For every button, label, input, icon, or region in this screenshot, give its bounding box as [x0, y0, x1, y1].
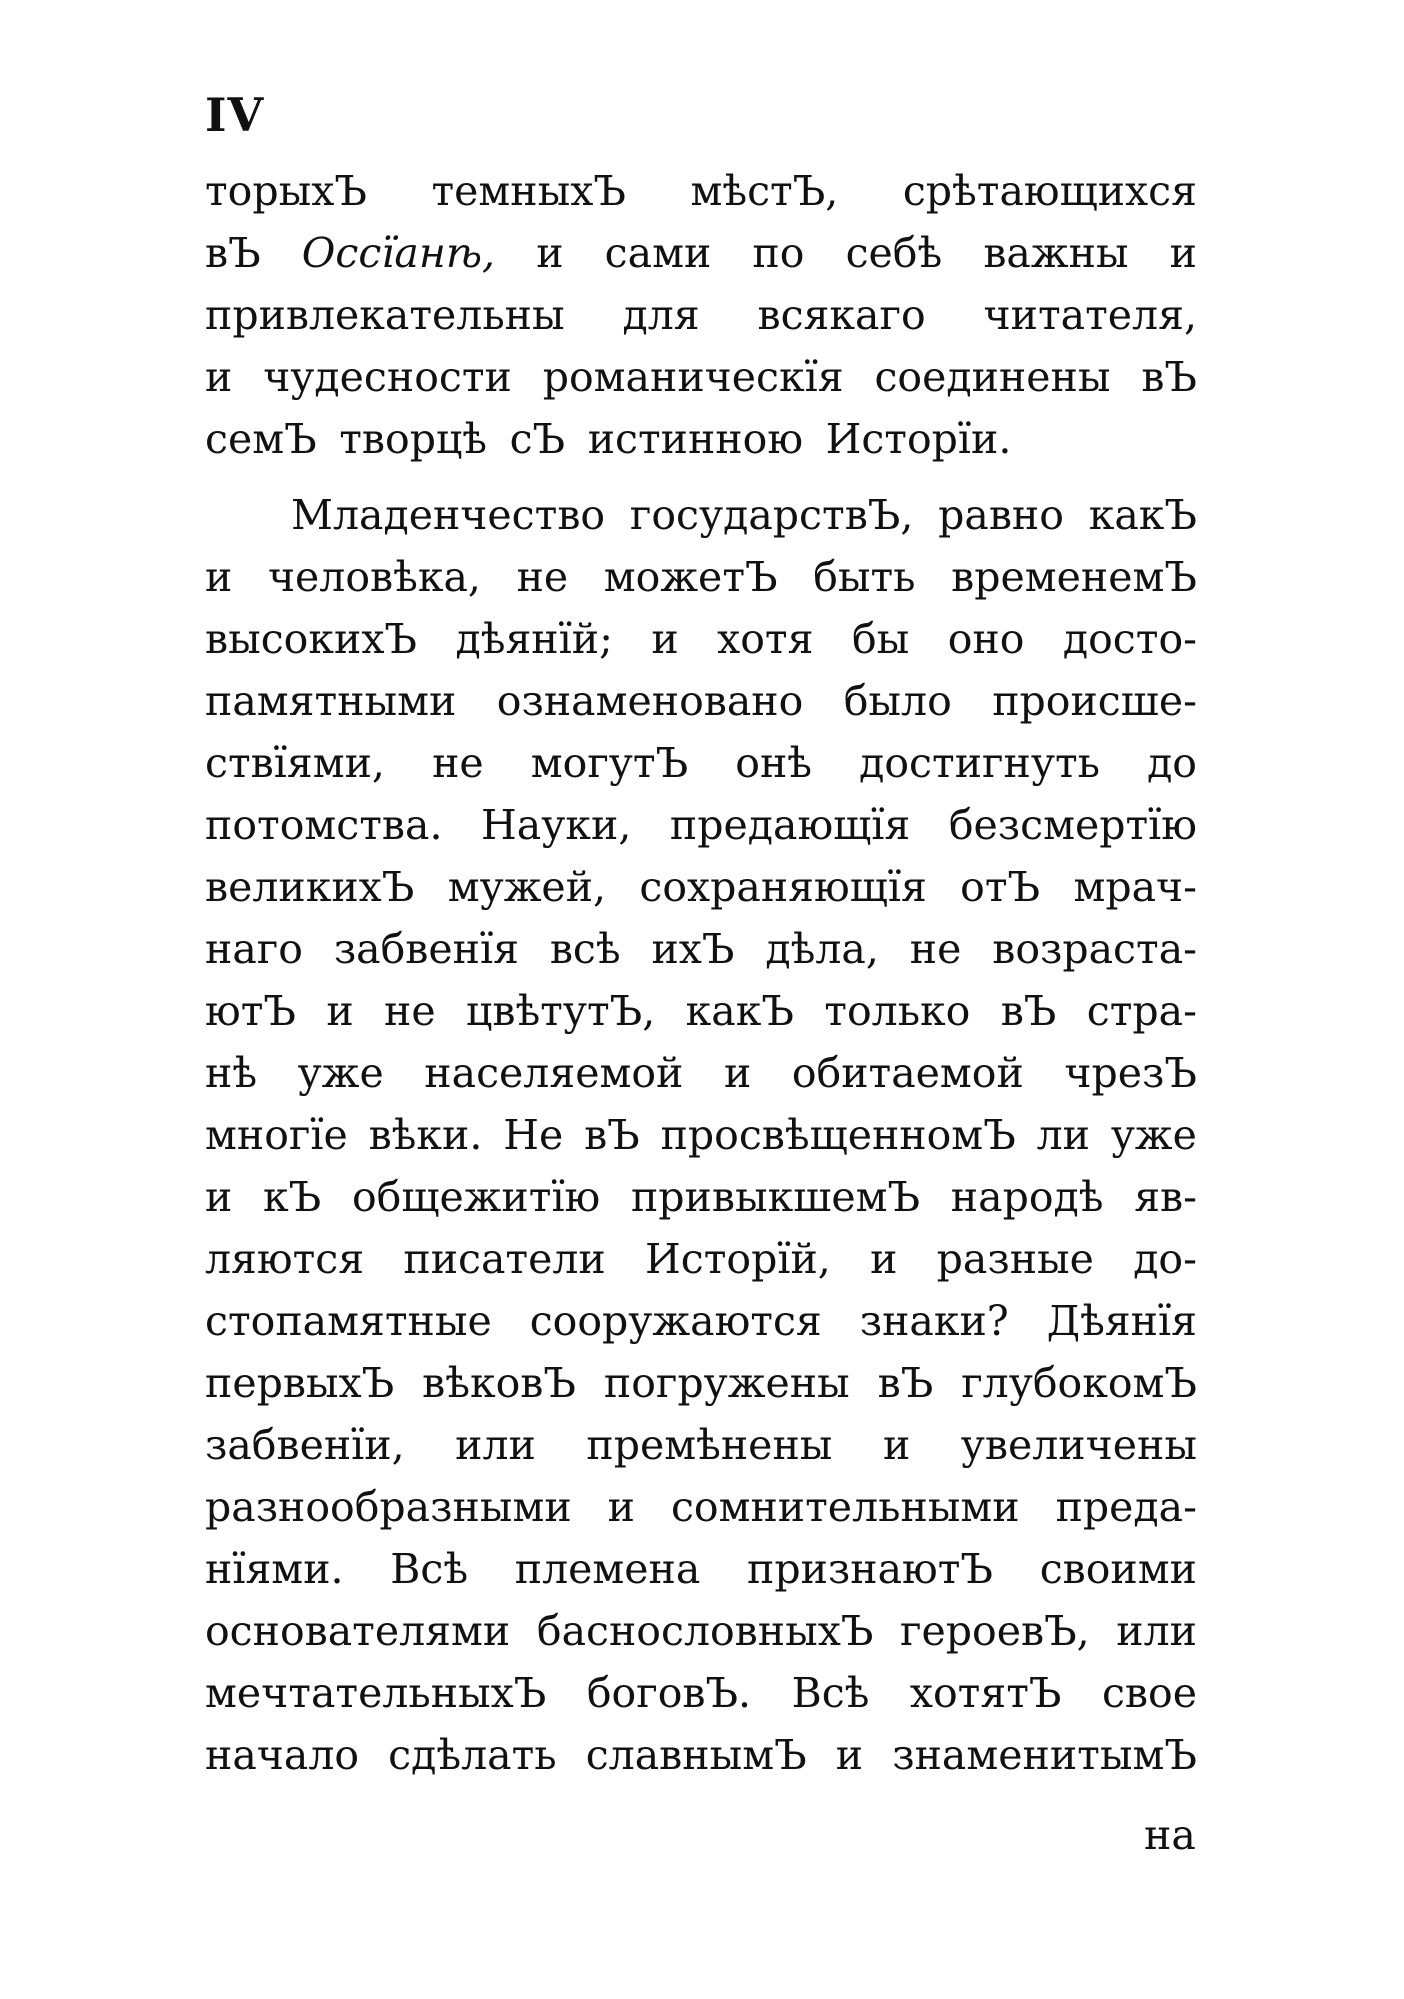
word: своими [1039, 1545, 1197, 1593]
word: всякаго [757, 291, 926, 339]
text-line [205, 484, 1197, 546]
word: населяемой [424, 1049, 684, 1097]
text-line [205, 918, 1197, 980]
word: просвѣщенномЪ [660, 1111, 1016, 1159]
word: и [1169, 229, 1197, 277]
word: по [752, 229, 805, 277]
word: могутЪ [530, 739, 689, 787]
word: романическїя [542, 353, 844, 401]
word: досто- [1062, 615, 1197, 663]
text-line [205, 408, 1197, 470]
text-line [205, 1042, 1197, 1104]
word: торыхЪ [205, 167, 367, 215]
word: и [723, 1049, 752, 1097]
word: Младенчество [291, 491, 606, 539]
word: нѣ [205, 1049, 258, 1097]
word: героевЪ, [900, 1607, 1090, 1655]
word: равно [938, 491, 1064, 539]
word: и [536, 229, 564, 277]
word: основателями [205, 1607, 511, 1655]
word: темныхЪ [431, 167, 626, 215]
word: ютЪ [205, 987, 296, 1035]
word: ихЪ [651, 925, 735, 973]
text-line [205, 732, 1197, 794]
word: возраста- [992, 925, 1197, 973]
word: начало [205, 1731, 360, 1779]
word: славнымЪ [585, 1731, 807, 1779]
text-line [205, 980, 1197, 1042]
word: признаютЪ [747, 1545, 993, 1593]
word: погружены [603, 1359, 850, 1407]
text-line [205, 160, 1197, 222]
word: потомства. [205, 801, 443, 849]
word: привлекательны [205, 291, 565, 339]
word: ознаменовано [496, 677, 804, 725]
body-text [205, 160, 1197, 1786]
word: семЪ [205, 415, 317, 463]
word: сомнительными [670, 1483, 1020, 1531]
word: цвѣтутЪ, [466, 987, 656, 1035]
word: мѣстЪ, [690, 167, 839, 215]
word: первыхЪ [205, 1359, 395, 1407]
word: кЪ [263, 1173, 322, 1221]
word: вЪ [877, 1359, 934, 1407]
word: Всѣ [791, 1669, 870, 1717]
word: забвенїи, [205, 1421, 405, 1469]
page-number: IV [205, 88, 265, 142]
word: ствїями, [205, 739, 385, 787]
word: отЪ [960, 863, 1041, 911]
word: и [205, 553, 233, 601]
text-line [205, 546, 1197, 608]
word: ли [1036, 1111, 1090, 1159]
word: знаки? [859, 1297, 1009, 1345]
word: какЪ [1088, 491, 1197, 539]
word: важны [983, 229, 1129, 277]
word: какЪ [685, 987, 794, 1035]
word: можетЪ [603, 553, 778, 601]
word: мечтательныхЪ [205, 1669, 547, 1717]
word: вЪ [205, 229, 261, 277]
text-line [205, 794, 1197, 856]
word: не [909, 925, 962, 973]
word: забвенїя [333, 925, 519, 973]
word: безсмертїю [948, 801, 1197, 849]
word: уже [1110, 1111, 1197, 1159]
word: наго [205, 925, 303, 973]
word: или [455, 1421, 536, 1469]
word: народѣ [950, 1173, 1104, 1221]
word: только [824, 987, 971, 1035]
text-line [205, 346, 1197, 408]
word: глубокомЪ [961, 1359, 1197, 1407]
word: уже [297, 1049, 384, 1097]
word: свое [1101, 1669, 1197, 1717]
word: и [607, 1483, 635, 1531]
text-line [205, 1600, 1197, 1662]
word: памятными [205, 677, 457, 725]
word: общежитїю [351, 1173, 601, 1221]
word: Всѣ [390, 1545, 469, 1593]
word: творцѣ [339, 415, 488, 463]
word: разнообразными [205, 1483, 572, 1531]
text-line [205, 222, 1197, 284]
word: знаменитымЪ [892, 1731, 1197, 1779]
word: Оссїанѣ, [301, 229, 496, 277]
text-line [205, 1538, 1197, 1600]
word: всѣ [549, 925, 621, 973]
word: временемЪ [951, 553, 1197, 601]
word: дѣла, [765, 925, 879, 973]
word: сЪ [509, 415, 566, 463]
word: Исторїи. [825, 415, 1012, 463]
word: и [835, 1731, 864, 1779]
word: до- [1133, 1235, 1197, 1283]
word: хотя [717, 615, 814, 663]
word: не [432, 739, 484, 787]
word: быть [813, 553, 916, 601]
word: или [1116, 1607, 1197, 1655]
word: предающїя [669, 801, 911, 849]
word: высокихЪ [205, 615, 418, 663]
word: боговЪ. [586, 1669, 752, 1717]
word: чудесности [263, 353, 512, 401]
word: и [326, 987, 354, 1035]
text-line [205, 1662, 1197, 1724]
text-line [205, 856, 1197, 918]
word: ляются [205, 1235, 365, 1283]
word: человѣка, [267, 553, 481, 601]
word: достигнуть [859, 739, 1100, 787]
word: читателя, [983, 291, 1197, 339]
word: для [622, 291, 700, 339]
text-line [205, 608, 1197, 670]
word: и [870, 1235, 898, 1283]
text-line [205, 284, 1197, 346]
text-line [205, 1290, 1197, 1352]
word: соединены [874, 353, 1111, 401]
word: вѣковЪ [422, 1359, 576, 1407]
word: великихЪ [205, 863, 415, 911]
word: Дѣянїя [1046, 1297, 1197, 1345]
word: было [843, 677, 952, 725]
word: многїе [205, 1111, 348, 1159]
word: дѣянїй; [455, 615, 613, 663]
text-line [205, 1724, 1197, 1786]
word: разные [936, 1235, 1094, 1283]
word: племена [514, 1545, 701, 1593]
word: и [205, 1173, 233, 1221]
word: писатели [403, 1235, 606, 1283]
word: вѣки. [368, 1111, 483, 1159]
word: истинною [587, 415, 804, 463]
word: хотятЪ [909, 1669, 1062, 1717]
word: сдѣлать [388, 1731, 557, 1779]
word: оно [947, 615, 1025, 663]
word: сооружаются [529, 1297, 822, 1345]
text-line [205, 1166, 1197, 1228]
text-line [205, 1352, 1197, 1414]
text-line [205, 1104, 1197, 1166]
word: срѣтающихся [902, 167, 1197, 215]
text-line [205, 670, 1197, 732]
text-line [205, 1476, 1197, 1538]
catchword: на [1144, 1811, 1196, 1859]
word: стопамятные [205, 1297, 492, 1345]
word: чрезЪ [1064, 1049, 1197, 1097]
word: не [516, 553, 569, 601]
word: мрач- [1073, 863, 1197, 911]
word: вЪ [1000, 987, 1057, 1035]
word: стра- [1086, 987, 1197, 1035]
word: привыкшемЪ [630, 1173, 921, 1221]
word: и [651, 615, 679, 663]
word: сами [604, 229, 712, 277]
word: премѣнены [586, 1421, 833, 1469]
word: нїями. [205, 1545, 344, 1593]
word: не [384, 987, 436, 1035]
word: Не [503, 1111, 564, 1159]
word: бы [851, 615, 910, 663]
word: Исторїй, [645, 1235, 831, 1283]
word: преда- [1055, 1483, 1197, 1531]
word: и [882, 1421, 911, 1469]
text-line [205, 1228, 1197, 1290]
word: мужей, [447, 863, 607, 911]
word: происше- [992, 677, 1197, 725]
word: яв- [1134, 1173, 1197, 1221]
word: до [1147, 739, 1197, 787]
word: вЪ [1141, 353, 1197, 401]
word: баснословныхЪ [536, 1607, 874, 1655]
word: Науки, [481, 801, 632, 849]
word: обитаемой [791, 1049, 1024, 1097]
word: вЪ [584, 1111, 640, 1159]
text-line [205, 1414, 1197, 1476]
word: сохраняющїя [639, 863, 927, 911]
word: себѣ [845, 229, 943, 277]
word: онѣ [735, 739, 813, 787]
word: и [205, 353, 233, 401]
word: увеличены [960, 1421, 1197, 1469]
word: государствЪ, [629, 491, 914, 539]
